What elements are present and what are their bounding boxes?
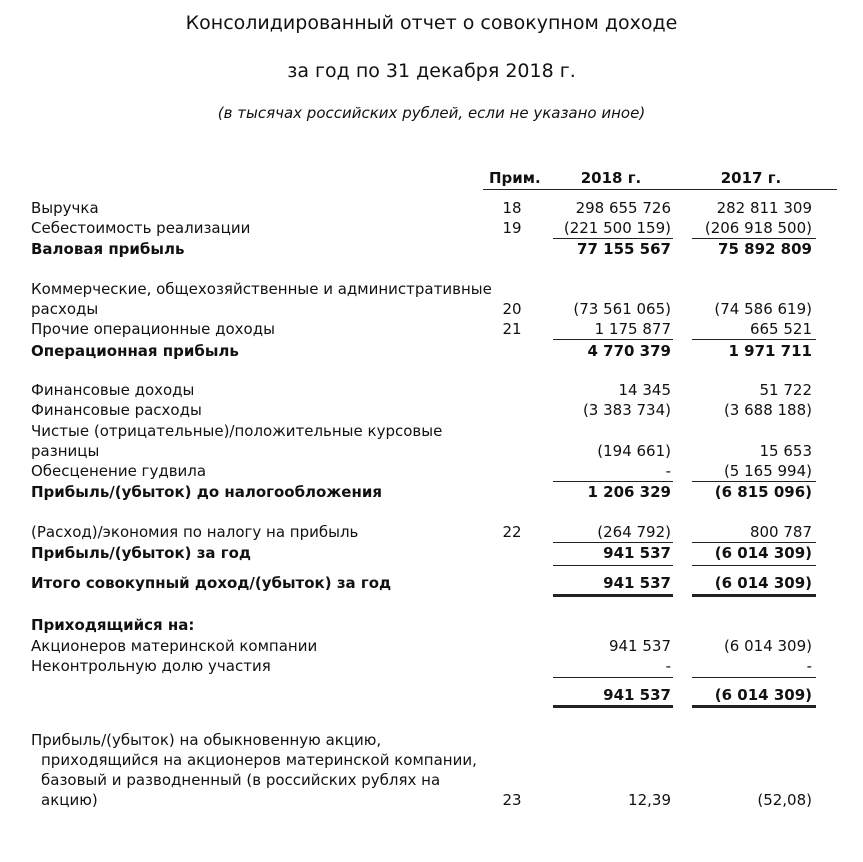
row-label-shareholders: Акционеров материнской компании (31, 637, 318, 655)
report-period: за год по 31 декабря 2018 г. (287, 60, 576, 82)
total-rule (692, 705, 816, 708)
row-2018-net-profit: 941 537 (603, 544, 671, 562)
total-rule (692, 594, 816, 597)
row-2018-cost: (221 500 159) (563, 219, 671, 237)
subtotal-rule (553, 565, 673, 566)
row-2017-finance-income: 51 722 (759, 381, 812, 399)
row-note-revenue: 18 (502, 199, 522, 217)
row-label-fx-line2: разницы (31, 442, 100, 460)
row-label-cost: Себестоимость реализации (31, 219, 251, 237)
row-label-eps-line2: приходящийся на акционеров материнской компании, (41, 751, 477, 769)
row-2018-fx: (194 661) (597, 442, 671, 460)
row-2017-tax: 800 787 (749, 523, 812, 541)
row-note-tax: 22 (502, 523, 522, 541)
row-2017-sga: (74 586 619) (714, 300, 812, 318)
subtotal-rule (692, 565, 816, 566)
row-2017-cost: (206 918 500) (704, 219, 812, 237)
row-2018-gross-profit: 77 155 567 (577, 240, 671, 258)
total-rule (553, 705, 673, 708)
row-2017-eps: (52,08) (757, 791, 812, 809)
row-label-finance-income: Финансовые доходы (31, 381, 195, 399)
subtotal-rule (553, 339, 673, 340)
row-label-net-profit: Прибыль/(убыток) за год (31, 544, 252, 562)
row-label-eps-line1: Прибыль/(убыток) на обыкновенную акцию, (31, 731, 382, 749)
row-label-gross-profit: Валовая прибыль (31, 240, 185, 258)
row-2018-finance-income: 14 345 (618, 381, 671, 399)
row-label-sga-line1: Коммерческие, общехозяйственные и административные (31, 280, 492, 298)
row-2017-revenue: 282 811 309 (716, 199, 812, 217)
row-2018-goodwill: - (665, 462, 671, 480)
row-2017-other-income: 665 521 (749, 320, 812, 338)
row-note-other-income: 21 (502, 320, 522, 338)
column-header-2017: 2017 г. (720, 169, 782, 187)
row-2018-finance-costs: (3 383 734) (582, 401, 671, 419)
row-2017-gross-profit: 75 892 809 (718, 240, 812, 258)
subtotal-rule (692, 339, 816, 340)
row-note-cost: 19 (502, 219, 522, 237)
subtotal-rule (553, 677, 673, 678)
row-2017-fx: 15 653 (759, 442, 812, 460)
row-note-eps: 23 (502, 791, 522, 809)
row-label-eps-line3: базовый и разводненный (в российских рублях на (41, 771, 441, 789)
row-2017-attributable-total: (6 014 309) (714, 686, 812, 704)
row-2018-pretax: 1 206 329 (587, 483, 671, 501)
row-2017-total-comprehensive: (6 014 309) (714, 574, 812, 592)
row-2017-net-profit: (6 014 309) (714, 544, 812, 562)
row-2017-shareholders: (6 014 309) (723, 637, 812, 655)
column-header-2018: 2018 г. (580, 169, 642, 187)
row-label-sga-line2: расходы (31, 300, 99, 318)
row-label-fx-line1: Чистые (отрицательные)/положительные курсовые (31, 422, 443, 440)
row-label-total-comprehensive: Итого совокупный доход/(убыток) за год (31, 574, 392, 592)
row-2018-sga: (73 561 065) (573, 300, 671, 318)
row-2017-operating-profit: 1 971 711 (728, 342, 812, 360)
subtotal-rule (692, 677, 816, 678)
row-label-eps-line4: акцию) (41, 791, 98, 809)
row-label-goodwill: Обесценение гудвила (31, 462, 207, 480)
row-2018-total-comprehensive: 941 537 (603, 574, 671, 592)
row-2018-attributable-total: 941 537 (603, 686, 671, 704)
row-label-operating-profit: Операционная прибыль (31, 342, 239, 360)
row-label-tax: (Расход)/экономия по налогу на прибыль (31, 523, 359, 541)
row-label-attributable: Приходящийся на: (31, 616, 195, 634)
row-label-revenue: Выручка (31, 199, 99, 217)
row-2018-other-income: 1 175 877 (594, 320, 671, 338)
row-2018-revenue: 298 655 726 (575, 199, 671, 217)
column-header-note: Прим. (489, 169, 541, 187)
row-2018-tax: (264 792) (597, 523, 671, 541)
row-2017-nci: - (806, 657, 812, 675)
row-2018-nci: - (665, 657, 671, 675)
row-label-finance-costs: Финансовые расходы (31, 401, 202, 419)
row-label-nci: Неконтрольную долю участия (31, 657, 271, 675)
row-label-pretax: Прибыль/(убыток) до налогообложения (31, 483, 382, 501)
header-rule (483, 189, 837, 190)
row-2017-pretax: (6 815 096) (714, 483, 812, 501)
report-units: (в тысячах российских рублей, если не указано иное) (217, 104, 646, 122)
row-2018-shareholders: 941 537 (608, 637, 671, 655)
row-note-sga: 20 (502, 300, 522, 318)
row-2018-operating-profit: 4 770 379 (587, 342, 671, 360)
row-2017-goodwill: (5 165 994) (723, 462, 812, 480)
row-label-other-income: Прочие операционные доходы (31, 320, 275, 338)
row-2017-finance-costs: (3 688 188) (723, 401, 812, 419)
total-rule (553, 594, 673, 597)
report-title: Консолидированный отчет о совокупном доходе (185, 12, 678, 34)
row-2018-eps: 12,39 (628, 791, 671, 809)
